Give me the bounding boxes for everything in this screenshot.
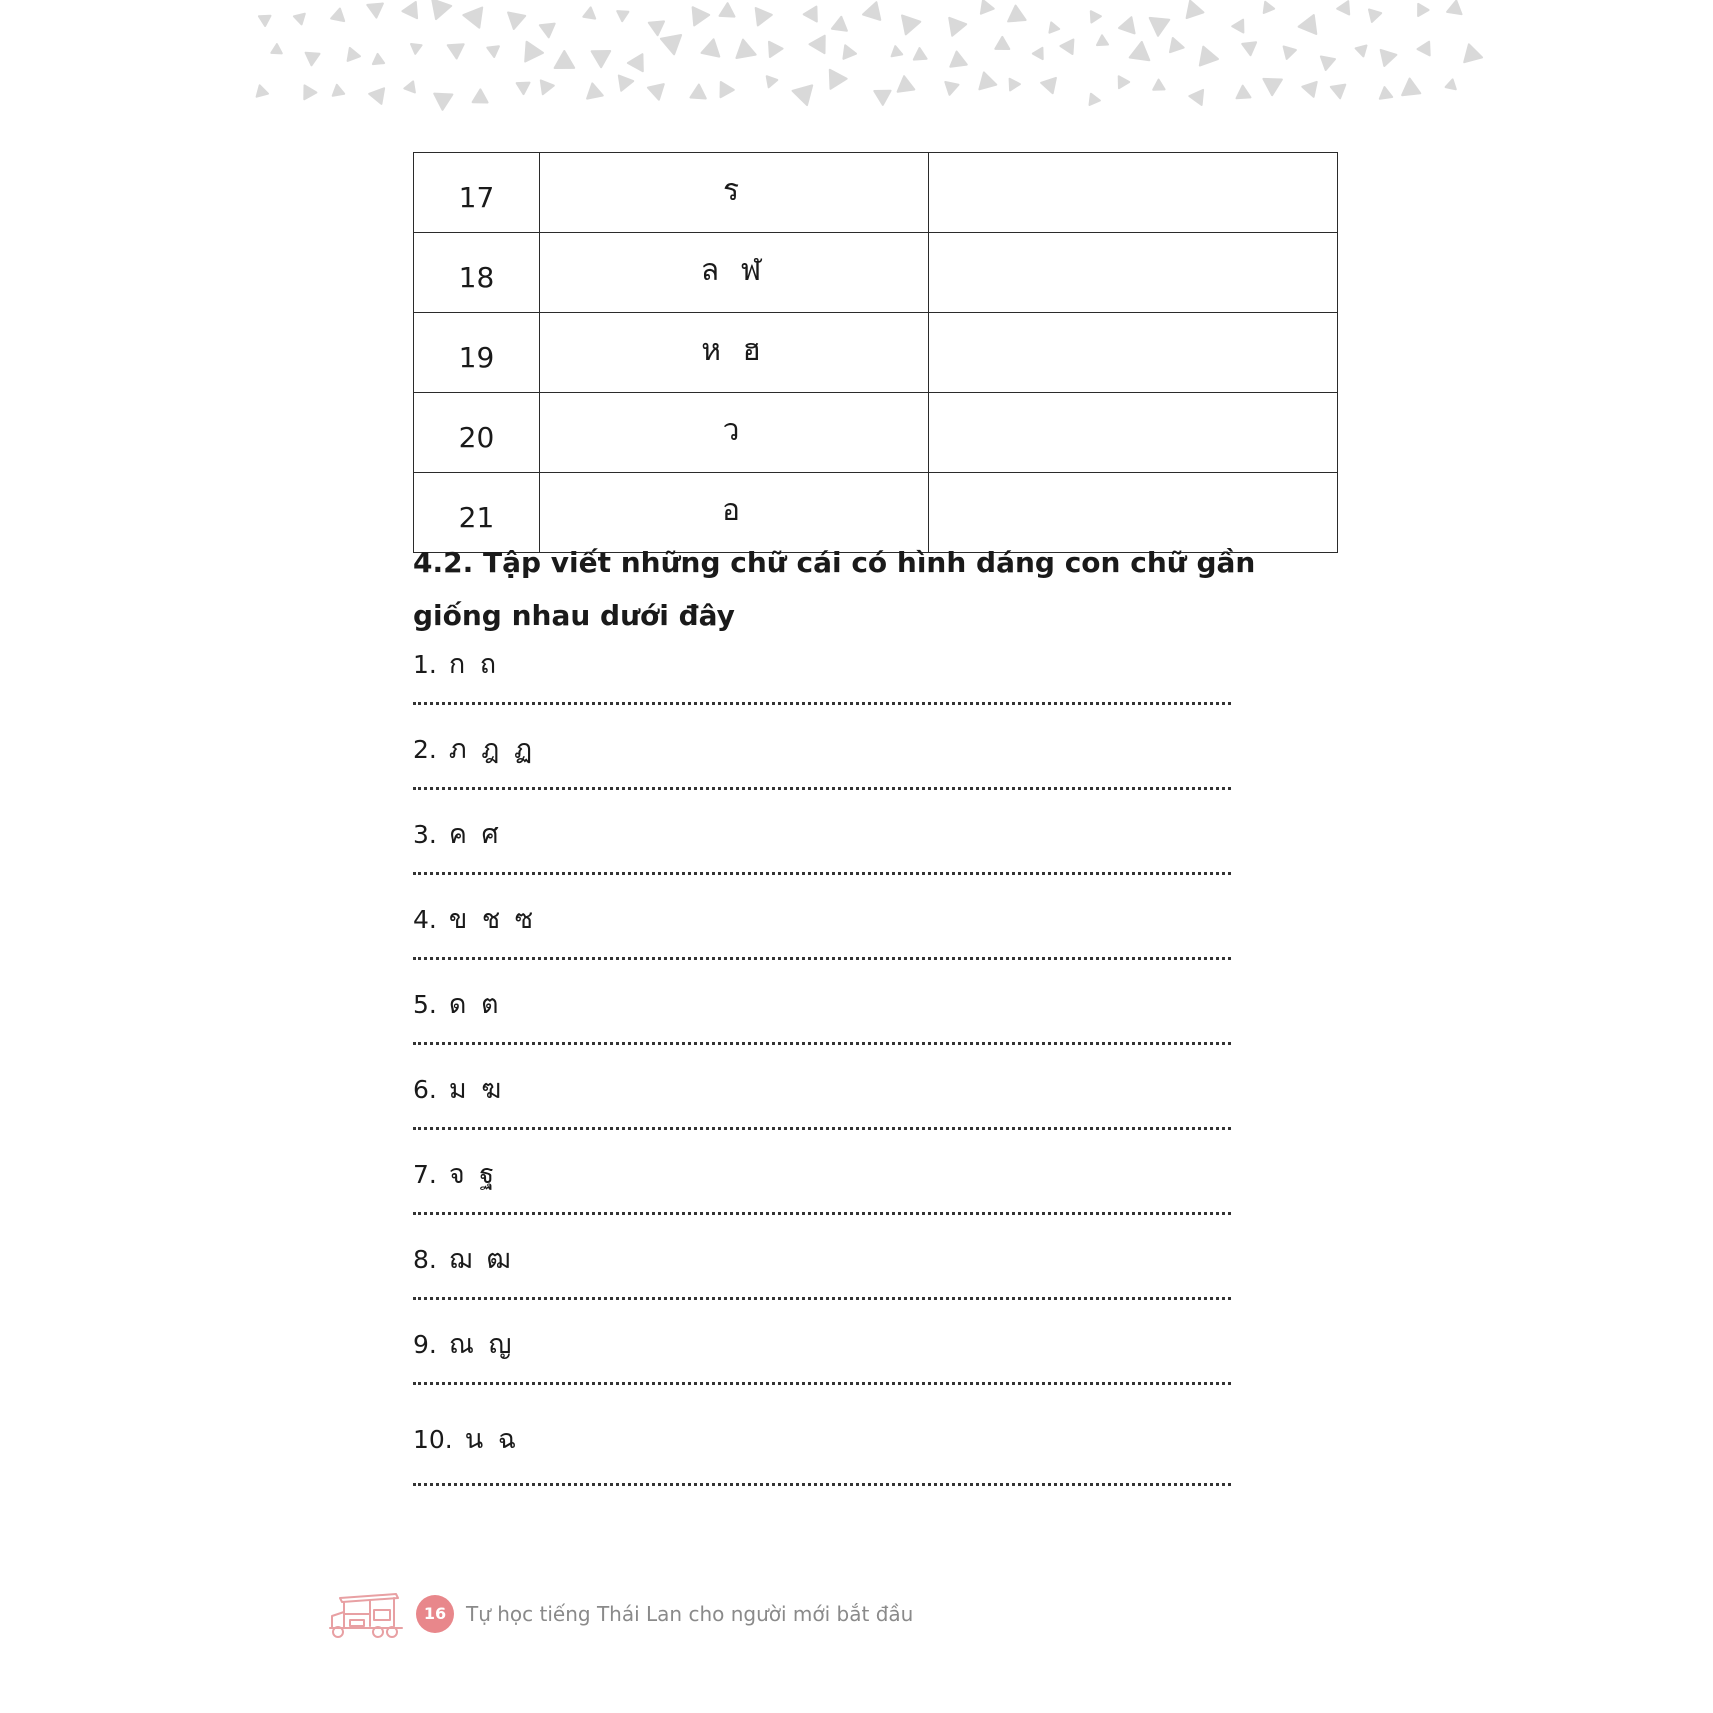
row-number: 19 — [414, 313, 540, 393]
exercise-number: 10. — [413, 1425, 453, 1454]
pattern-triangle — [863, 2, 880, 20]
pattern-triangle — [592, 51, 611, 67]
pattern-triangle — [1418, 4, 1429, 16]
pattern-triangle — [473, 89, 488, 102]
pattern-triangle — [1170, 38, 1184, 52]
exercise-item — [413, 980, 1233, 1065]
pattern-triangle — [902, 16, 920, 35]
pattern-triangle — [721, 82, 734, 97]
writing-line[interactable] — [413, 1382, 1231, 1385]
pattern-triangle — [587, 83, 603, 98]
exercise-item — [413, 725, 1233, 810]
exercise-number: 8. — [413, 1245, 437, 1274]
pattern-triangle — [628, 54, 643, 71]
pattern-triangle — [979, 72, 996, 89]
exercise-number: 9. — [413, 1330, 437, 1359]
pattern-triangle — [810, 36, 825, 54]
book-title: Tự học tiếng Thái Lan cho người mới bắt đầu — [466, 1602, 914, 1626]
pattern-triangle — [981, 0, 994, 14]
pattern-triangle — [541, 80, 554, 94]
pattern-triangle — [914, 48, 927, 60]
pattern-triangle — [617, 11, 628, 21]
tuk-tuk-icon — [326, 1590, 406, 1640]
writing-line[interactable] — [413, 1483, 1231, 1486]
pattern-triangle — [1130, 42, 1150, 60]
pattern-triangle — [1302, 82, 1316, 97]
exercise-letters: ฌ ฒ — [448, 1244, 514, 1275]
pattern-triangle — [1200, 47, 1218, 66]
exercise-label — [413, 727, 535, 770]
pattern-triangle — [693, 7, 710, 25]
exercise-letters: น ฉ — [464, 1424, 520, 1455]
pattern-triangle — [661, 35, 681, 54]
exercise-letters: ณ ญ — [448, 1329, 515, 1360]
exercise-number: 7. — [413, 1160, 437, 1189]
pattern-triangle — [1090, 94, 1100, 105]
pattern-triangle — [1337, 1, 1349, 14]
pattern-triangle — [898, 76, 915, 92]
writing-line[interactable] — [413, 872, 1231, 875]
pattern-triangle — [1150, 18, 1170, 36]
exercise-label — [413, 1237, 514, 1280]
pattern-triangle — [1242, 42, 1256, 55]
pattern-triangle — [1008, 6, 1026, 22]
exercise-label — [413, 1322, 515, 1365]
exercise-letters: จ ฐ — [448, 1159, 498, 1190]
pattern-triangle — [874, 91, 890, 105]
exercise-number: 4. — [413, 905, 437, 934]
pattern-triangle — [830, 70, 847, 89]
section-title: 4.2. Tập viết những chữ cái có hình dáng con chữ gần giống nhau dưới đây — [413, 546, 1256, 632]
pattern-triangle — [1041, 78, 1056, 93]
pattern-triangle — [259, 16, 271, 26]
pattern-triangle — [892, 46, 903, 56]
exercise-label — [413, 897, 536, 940]
pattern-triangle — [949, 18, 966, 36]
pattern-triangle — [257, 85, 268, 96]
pattern-triangle — [1187, 1, 1204, 18]
pattern-triangle — [348, 48, 360, 61]
pattern-triangle — [508, 13, 525, 30]
pattern-triangle — [736, 40, 755, 58]
exercise-item — [413, 1235, 1233, 1320]
exercise-label — [413, 642, 499, 685]
pattern-triangle — [1331, 85, 1346, 99]
pattern-triangle — [945, 82, 958, 95]
pattern-triangle — [1237, 86, 1251, 99]
row-number: 18 — [414, 233, 540, 313]
pattern-triangle — [434, 94, 452, 110]
writing-line[interactable] — [413, 1212, 1231, 1215]
table-row — [414, 153, 1338, 233]
exercise-letters: ด ต — [448, 989, 502, 1020]
pattern-triangle — [843, 45, 856, 59]
pattern-triangle — [1299, 15, 1317, 34]
pattern-triangle — [793, 85, 813, 105]
exercise-list — [413, 640, 1233, 1495]
exercise-letters: ก ถ — [448, 649, 500, 680]
pattern-triangle — [517, 83, 530, 95]
pattern-triangle — [769, 42, 783, 57]
pattern-triangle — [1447, 1, 1461, 15]
pattern-triangle — [402, 2, 417, 18]
pattern-triangle — [619, 76, 633, 91]
pattern-triangle — [1119, 76, 1130, 88]
pattern-triangle — [1464, 44, 1482, 62]
exercise-number: 6. — [413, 1075, 437, 1104]
exercise-letters: ข ช ซ — [448, 904, 537, 935]
exercise-item — [413, 1065, 1233, 1150]
pattern-triangle — [1263, 79, 1282, 95]
letters-table — [413, 152, 1338, 553]
row-number: 17 — [414, 153, 540, 233]
exercise-number: 3. — [413, 820, 437, 849]
exercise-item — [413, 1320, 1233, 1405]
pattern-triangle — [1321, 57, 1335, 71]
writing-line[interactable] — [413, 1042, 1231, 1045]
pattern-triangle — [702, 39, 720, 56]
row-answer-cell[interactable] — [929, 233, 1338, 313]
writing-line[interactable] — [413, 1127, 1231, 1130]
pattern-triangle — [271, 44, 282, 53]
table-row — [414, 393, 1338, 473]
decorative-triangle-pattern — [0, 0, 1713, 120]
exercise-label — [413, 1417, 519, 1460]
table-row — [414, 233, 1338, 313]
writing-line[interactable] — [413, 957, 1231, 960]
pattern-triangle — [767, 76, 778, 87]
pattern-triangle — [333, 85, 345, 96]
row-letters: ห ฮ — [540, 313, 929, 393]
pattern-triangle — [1369, 10, 1381, 22]
pattern-triangle — [1049, 22, 1059, 32]
pattern-triangle — [1060, 40, 1073, 55]
row-letters: ร — [540, 153, 929, 233]
row-answer-cell[interactable] — [929, 313, 1338, 393]
row-answer-cell[interactable] — [929, 153, 1338, 233]
row-letters: อ — [540, 473, 929, 553]
exercise-label — [413, 1067, 504, 1110]
exercise-number: 5. — [413, 990, 437, 1019]
pattern-triangle — [1091, 11, 1101, 22]
pattern-triangle — [294, 14, 305, 25]
exercise-letters: ค ศ — [448, 819, 502, 850]
pattern-triangle — [1402, 79, 1420, 96]
exercise-item — [413, 640, 1233, 725]
pattern-triangle — [331, 9, 344, 22]
pattern-triangle — [1097, 35, 1108, 45]
writing-line[interactable] — [413, 787, 1231, 790]
pattern-triangle — [448, 44, 464, 58]
pattern-triangle — [525, 42, 543, 62]
exercise-letters: ม ฆ — [448, 1074, 505, 1105]
row-answer-cell[interactable] — [929, 393, 1338, 473]
pattern-triangle — [411, 44, 422, 54]
pattern-triangle — [1264, 2, 1274, 13]
pattern-triangle — [369, 88, 384, 104]
pattern-triangle — [487, 46, 499, 57]
exercise-item — [413, 895, 1233, 980]
pattern-triangle — [1418, 42, 1430, 56]
exercise-number: 2. — [413, 735, 437, 764]
exercise-label — [413, 812, 502, 855]
page-number-badge: 16 — [416, 1595, 454, 1633]
row-letters: ว — [540, 393, 929, 473]
pattern-triangle — [995, 37, 1009, 49]
writing-line[interactable] — [413, 1297, 1231, 1300]
pattern-triangle — [1153, 80, 1164, 90]
pattern-triangle — [1010, 79, 1020, 91]
exercise-item — [413, 1405, 1233, 1495]
exercise-item — [413, 810, 1233, 895]
pattern-triangle — [367, 4, 383, 18]
pattern-triangle — [648, 84, 664, 100]
pattern-triangle — [832, 17, 847, 31]
pattern-triangle — [950, 52, 967, 67]
pattern-triangle — [1284, 47, 1296, 59]
pattern-triangle — [720, 3, 735, 16]
exercise-number: 1. — [413, 650, 437, 679]
pattern-triangle — [804, 7, 817, 22]
pattern-triangle — [304, 85, 316, 99]
row-number: 20 — [414, 393, 540, 473]
exercise-letters: ภ ฎ ฏ — [448, 734, 536, 765]
pattern-triangle — [1446, 79, 1456, 89]
pattern-triangle — [373, 54, 384, 64]
pattern-triangle — [432, 0, 451, 19]
pattern-triangle — [1356, 46, 1367, 57]
exercise-item — [413, 1150, 1233, 1235]
pattern-triangle — [1189, 90, 1203, 105]
row-letters: ล ฬ — [540, 233, 929, 313]
pattern-triangle — [1232, 20, 1243, 33]
pattern-triangle — [404, 81, 415, 92]
row-number: 21 — [414, 473, 540, 553]
writing-line[interactable] — [413, 702, 1231, 705]
exercise-label — [413, 1152, 497, 1195]
pattern-triangle — [540, 24, 555, 38]
exercise-label — [413, 982, 502, 1025]
pattern-triangle — [306, 53, 320, 66]
table-row — [414, 313, 1338, 393]
pattern-triangle — [1381, 50, 1397, 66]
pattern-triangle — [690, 85, 705, 99]
pattern-triangle — [1033, 48, 1043, 59]
pattern-triangle — [583, 7, 595, 18]
pattern-triangle — [756, 8, 772, 25]
pattern-triangle — [555, 51, 575, 68]
pattern-triangle — [649, 21, 664, 35]
pattern-triangle — [463, 8, 482, 28]
pattern-triangle — [1380, 87, 1392, 99]
pattern-triangle — [1119, 17, 1135, 33]
